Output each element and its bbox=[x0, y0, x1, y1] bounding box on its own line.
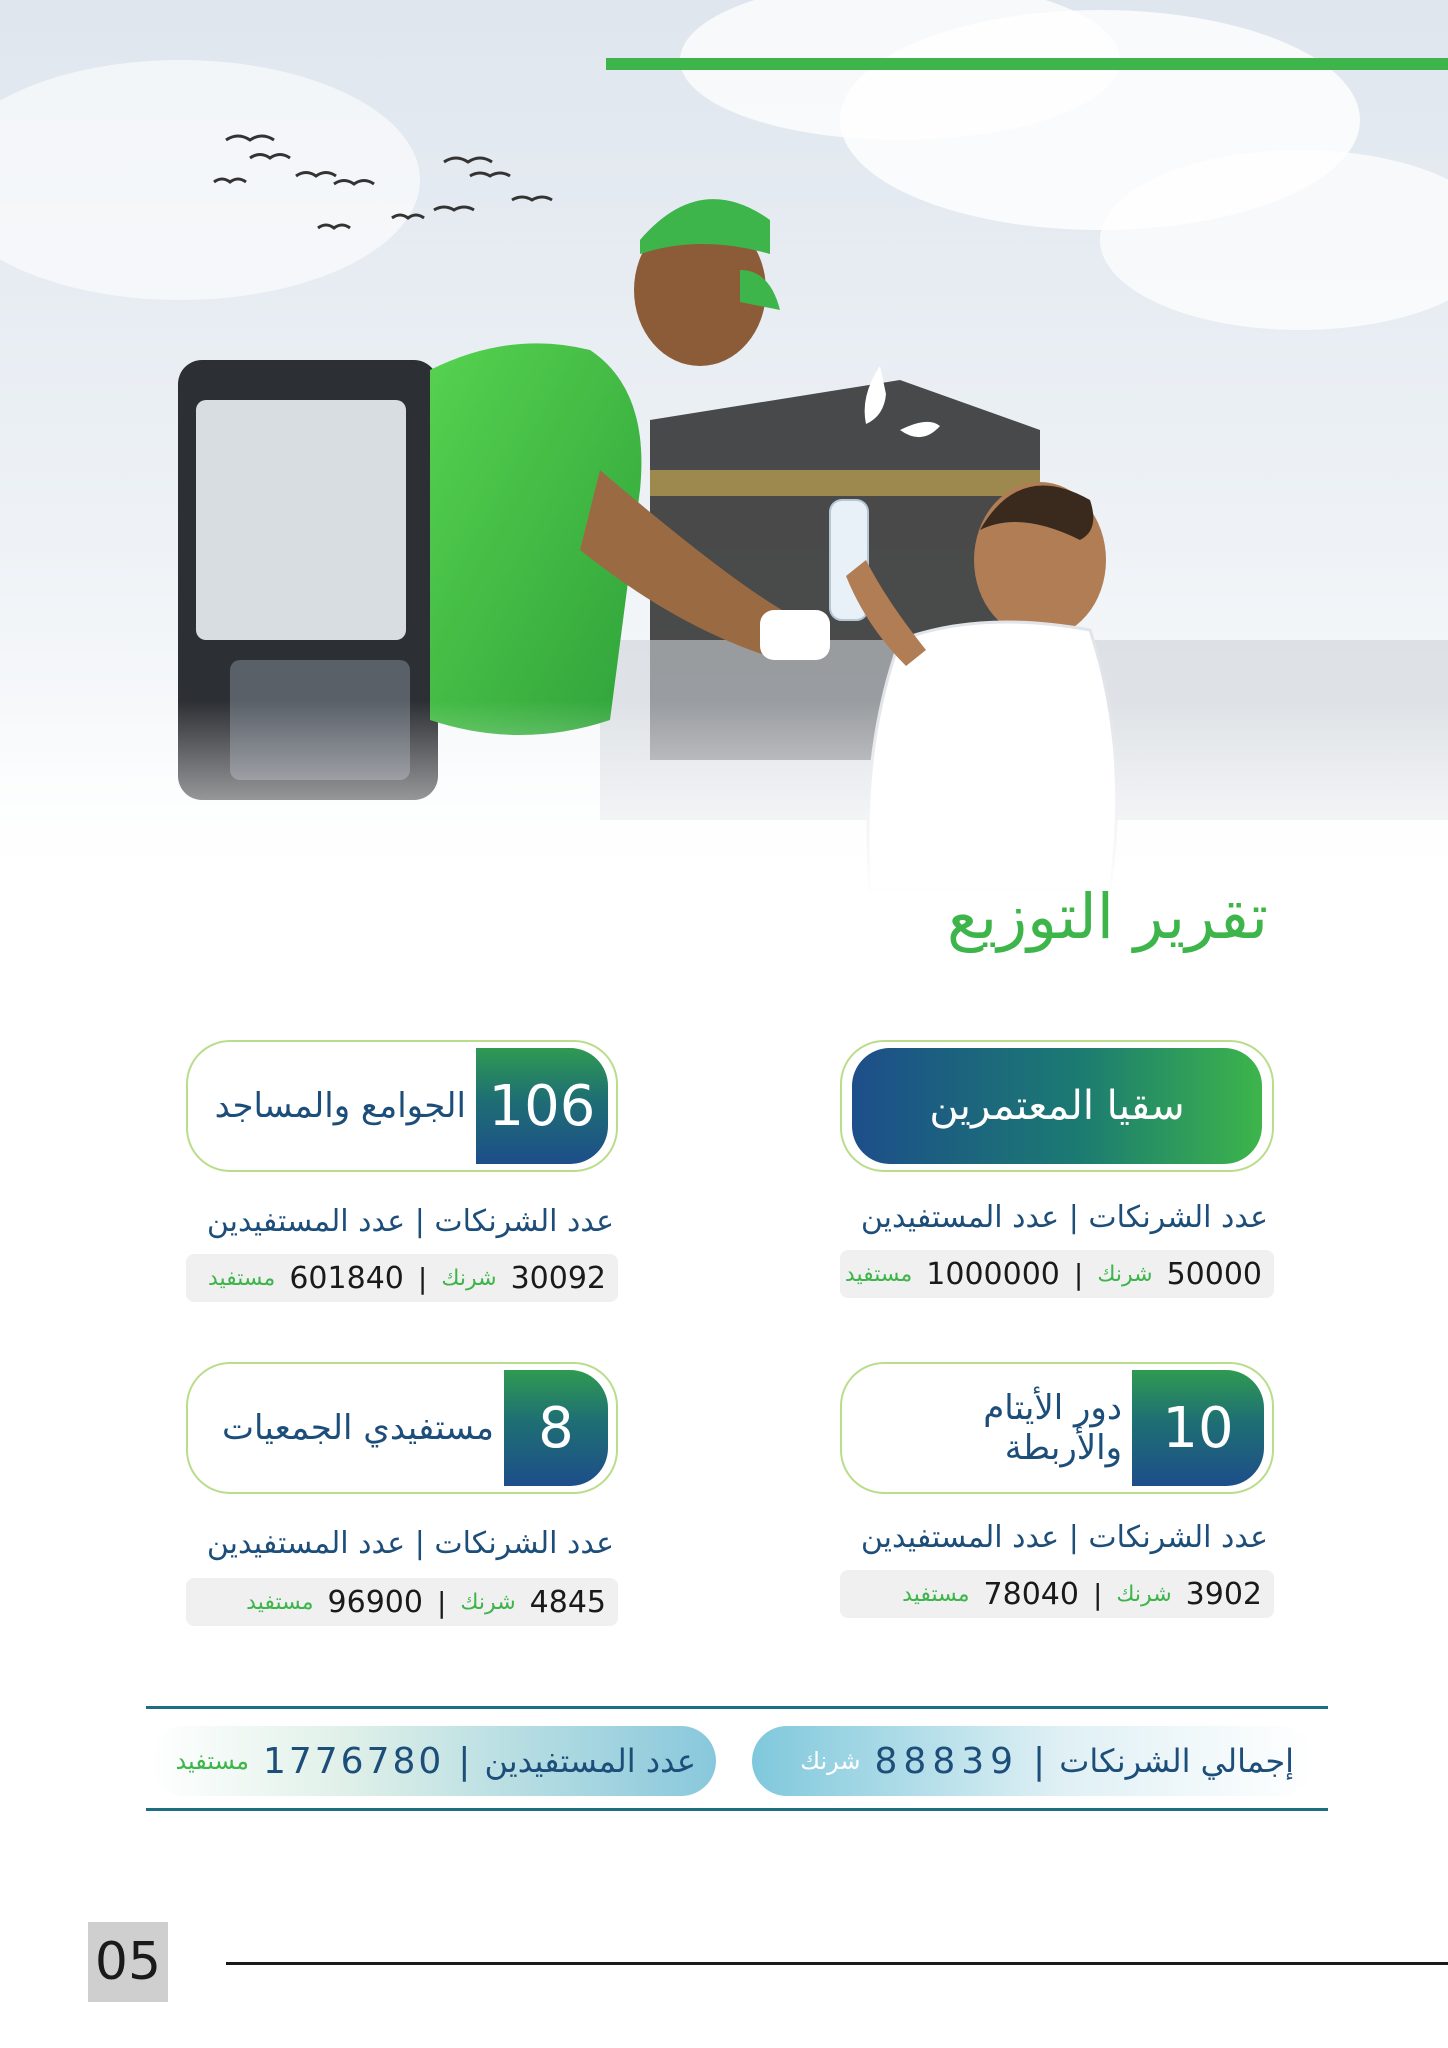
top-accent-bar bbox=[606, 58, 1448, 70]
separator: | bbox=[417, 1261, 428, 1295]
page-number: 05 bbox=[88, 1922, 168, 2002]
card-mosques-beneficiaries-unit: مستفيد bbox=[207, 1265, 276, 1291]
totals-bottom-divider bbox=[146, 1808, 1328, 1811]
total-cartons-unit: شرنك bbox=[800, 1747, 861, 1775]
card-umrah-beneficiaries-unit: مستفيد bbox=[844, 1261, 913, 1287]
card-associations-stats bbox=[186, 1578, 618, 1626]
card-associations-header bbox=[186, 1362, 618, 1494]
card-mosques-cartons: 30092 bbox=[510, 1260, 606, 1296]
card-associations-cartons: 4845 bbox=[529, 1584, 606, 1620]
card-umrah-cartons-unit: شرنك bbox=[1097, 1261, 1153, 1287]
total-beneficiaries-pill bbox=[150, 1726, 716, 1796]
total-cartons-label: إجمالي الشرنكات bbox=[1059, 1742, 1294, 1780]
card-umrah-beneficiaries: 1000000 bbox=[926, 1256, 1060, 1292]
card-mosques-stats-header: عدد الشرنكات | عدد المستفيدين bbox=[206, 1204, 614, 1239]
card-associations-label: مستفيدي الجمعيات bbox=[222, 1408, 494, 1448]
card-mosques-number: 106 bbox=[476, 1048, 608, 1164]
card-umrah-stats bbox=[840, 1250, 1274, 1298]
card-orphanages-stats bbox=[840, 1570, 1274, 1618]
card-mosques-label: الجوامع والمساجد bbox=[214, 1086, 466, 1126]
separator: | bbox=[1033, 1740, 1046, 1782]
card-umrah-stats-header: عدد الشرنكات | عدد المستفيدين bbox=[860, 1200, 1268, 1235]
card-umrah-banner bbox=[852, 1048, 1262, 1164]
card-associations-cartons-unit: شرنك bbox=[460, 1589, 516, 1615]
page-title: تقرير التوزيع bbox=[946, 880, 1268, 953]
total-beneficiaries-label: عدد المستفيدين bbox=[484, 1742, 696, 1780]
card-orphanages-stats-header: عدد الشرنكات | عدد المستفيدين bbox=[860, 1520, 1268, 1555]
hero-illustration bbox=[0, 0, 1448, 900]
total-cartons-pill bbox=[752, 1726, 1314, 1796]
footer-divider bbox=[226, 1962, 1448, 1965]
card-orphanages-cartons: 3902 bbox=[1185, 1576, 1262, 1612]
separator: | bbox=[436, 1585, 447, 1619]
card-orphanages-number: 10 bbox=[1132, 1370, 1264, 1486]
card-mosques-header bbox=[186, 1040, 618, 1172]
hero-photo bbox=[0, 0, 1448, 900]
total-beneficiaries-value: 1776780 bbox=[262, 1740, 445, 1782]
card-umrah-label: سقيا المعتمرين bbox=[929, 1083, 1185, 1129]
separator: | bbox=[1092, 1577, 1103, 1611]
card-mosques-stats bbox=[186, 1254, 618, 1302]
totals-top-divider bbox=[146, 1706, 1328, 1709]
total-cartons-value: 88839 bbox=[874, 1740, 1020, 1782]
card-umrah-header bbox=[840, 1040, 1274, 1172]
card-orphanages-beneficiaries: 78040 bbox=[983, 1576, 1079, 1612]
card-orphanages-header bbox=[840, 1362, 1274, 1494]
card-associations-beneficiaries: 96900 bbox=[327, 1584, 423, 1620]
card-mosques-cartons-unit: شرنك bbox=[441, 1265, 497, 1291]
card-umrah-cartons: 50000 bbox=[1166, 1256, 1262, 1292]
separator: | bbox=[458, 1740, 471, 1782]
separator: | bbox=[1073, 1257, 1084, 1291]
card-associations-number: 8 bbox=[504, 1370, 608, 1486]
card-orphanages-cartons-unit: شرنك bbox=[1116, 1581, 1172, 1607]
card-orphanages-beneficiaries-unit: مستفيد bbox=[902, 1581, 970, 1607]
card-mosques-beneficiaries: 601840 bbox=[289, 1260, 404, 1296]
card-associations-stats-header: عدد الشرنكات | عدد المستفيدين bbox=[206, 1526, 614, 1561]
card-associations-beneficiaries-unit: مستفيد bbox=[246, 1589, 314, 1615]
card-orphanages-label: دور الأيتام والأربطة bbox=[983, 1388, 1122, 1468]
total-beneficiaries-unit: مستفيد bbox=[175, 1747, 249, 1775]
